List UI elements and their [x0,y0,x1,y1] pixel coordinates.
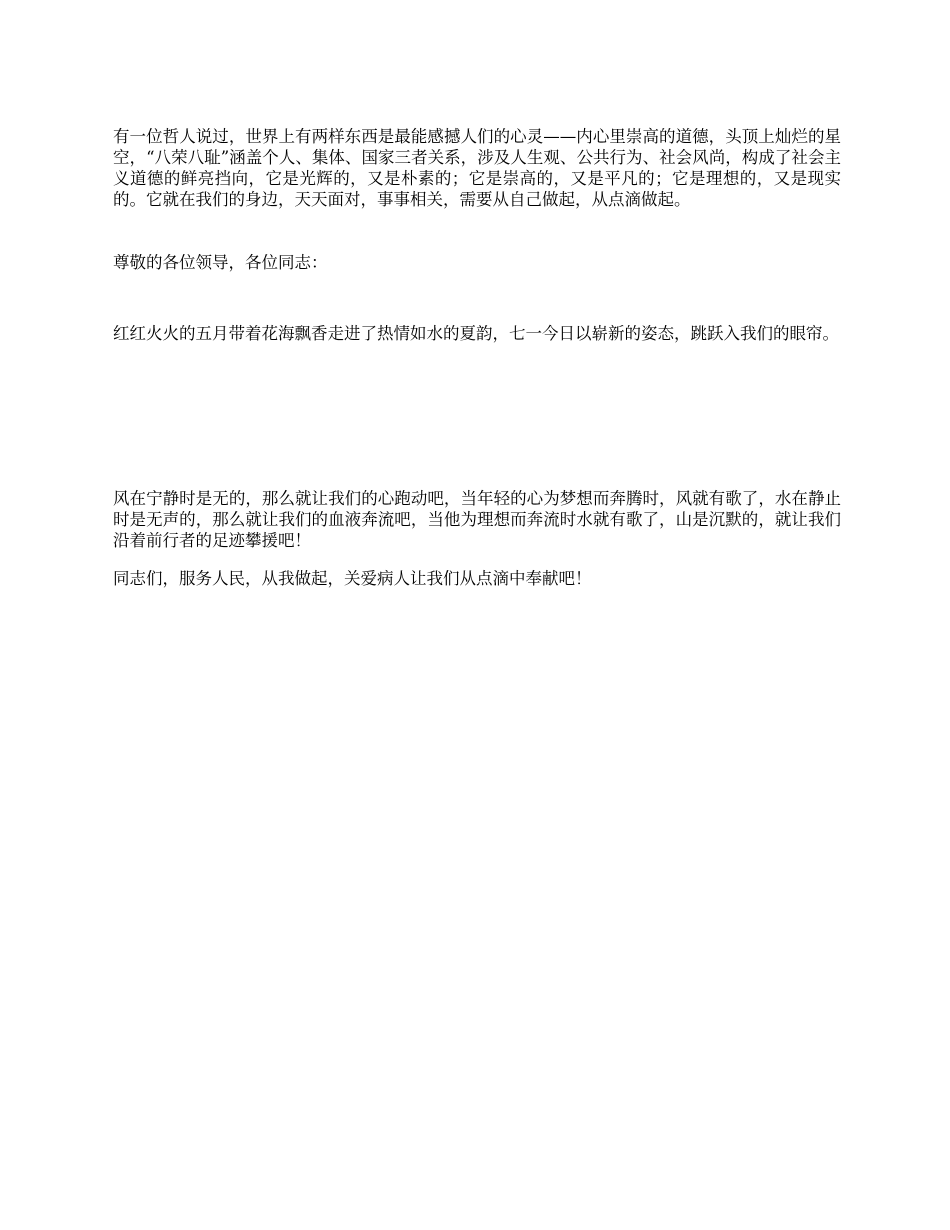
paragraph-philosopher-quote: 有一位哲人说过，世界上有两样东西是最能感撼人们的心灵——内心里崇高的道德，头顶上灿烂的星空，“八荣八耻”涵盖个人、集体、国家三者关系，涉及人生观、公共行为、社会风尚，构成了社会主义道德的鲜亮挡向，它是光辉的，又是朴素的；它是崇高的，又是平凡的；它是理想的，又是现实的。它就在我们的身边，天天面对，事事相关，需要从自己做起，从点滴做起。 [113,127,841,209]
paragraph-may-july: 红红火火的五月带着花海飘香走进了热情如水的夏韵，七一今日以崭新的姿态，跳跃入我们的眼帘。 [113,324,839,343]
paragraph-wind-water-mountain: 风在宁静时是无的，那么就让我们的心跑动吧，当年轻的心为梦想而奔腾时，风就有歌了，水在静止时是无声的，那么就让我们的血液奔流吧，当他为理想而奔流时水就有歌了，山是沉默的，就让我们沿着前行者的足迹攀援吧！ [113,489,841,550]
paragraph-closing-call: 同志们，服务人民，从我做起，关爱病人让我们从点滴中奉献吧！ [113,569,592,588]
paragraph-salutation: 尊敬的各位领导，各位同志： [113,253,328,272]
